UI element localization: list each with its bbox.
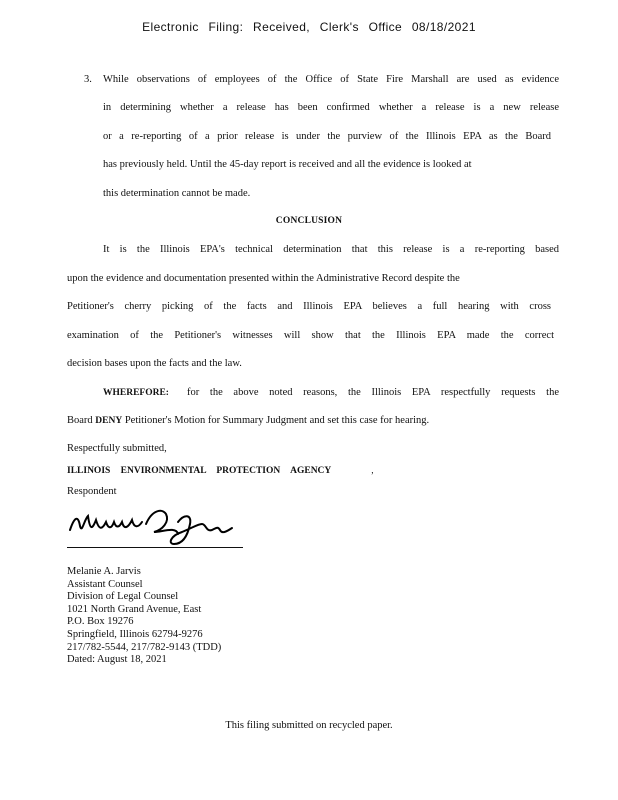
- conclusion-line-5: decision bases upon the facts and the law.: [67, 358, 242, 369]
- conclusion-line-3: Petitioner's cherry picking of the facts and Illinois EPA believes a full hearing with cross: [67, 301, 551, 312]
- item3-line-2: in determining whether a release has been confirmed whether a release is a new release: [103, 102, 559, 113]
- signer-name: Melanie A. Jarvis: [67, 566, 141, 577]
- item3-line-4: has previously held. Until the 45-day report is received and all the evidence is looked at: [103, 159, 472, 170]
- recycled-paper-note: This filing submitted on recycled paper.: [225, 720, 393, 731]
- signature-line: [67, 547, 243, 548]
- signer-po-box: P.O. Box 19276: [67, 616, 134, 628]
- signer-division: Division of Legal Counsel: [67, 591, 179, 603]
- respondent-label: Respondent: [67, 486, 117, 497]
- item3-line-3: or a re-reporting of a prior release is under the purview of the Illinois EPA as the Board: [103, 131, 551, 142]
- wherefore-rest: Petitioner's Motion for Summary Judgment and set this case for hearing.: [124, 415, 430, 426]
- item3-line-5: this determination cannot be made.: [103, 188, 251, 199]
- signer-city: Springfield, Illinois 62794-9276: [67, 628, 203, 640]
- wherefore-line-2: [67, 415, 429, 427]
- item-number: 3.: [84, 74, 92, 85]
- agency-name: ILLINOIS ENVIRONMENTAL PROTECTION AGENCY ,: [67, 466, 374, 476]
- signer-address-block: [67, 566, 221, 667]
- handwritten-signature: [66, 500, 246, 550]
- filing-stamp: Electronic Filing: Received, Clerk's Office 08/18/2021: [142, 20, 476, 34]
- signer-phone: 217/782-5544, 217/782-9143 (TDD): [67, 641, 222, 653]
- wherefore-deny: DENY: [95, 416, 123, 426]
- conclusion-line-2: upon the evidence and documentation presented within the Administrative Record despite the: [67, 273, 460, 284]
- item3-line-1: While observations of employees of the Office of State Fire Marshall are used as evidence: [103, 74, 559, 85]
- conclusion-line-1: It is the Illinois EPA's technical determination that this release is a re-reporting based: [103, 244, 559, 255]
- wherefore-line-1: for the above noted reasons, the Illinois EPA respectfully requests the: [187, 387, 559, 398]
- conclusion-line-4: examination of the Petitioner's witnesses will show that the Illinois EPA made the correct: [67, 330, 554, 341]
- wherefore-label: WHEREFORE:: [103, 388, 169, 398]
- conclusion-heading: CONCLUSION: [275, 216, 343, 226]
- signer-title: Assistant Counsel: [67, 578, 143, 590]
- signer-date: Dated: August 18, 2021: [67, 654, 167, 666]
- respectfully-submitted: Respectfully submitted,: [67, 443, 167, 454]
- wherefore-board: Board: [67, 415, 93, 426]
- signer-street: 1021 North Grand Avenue, East: [67, 603, 202, 615]
